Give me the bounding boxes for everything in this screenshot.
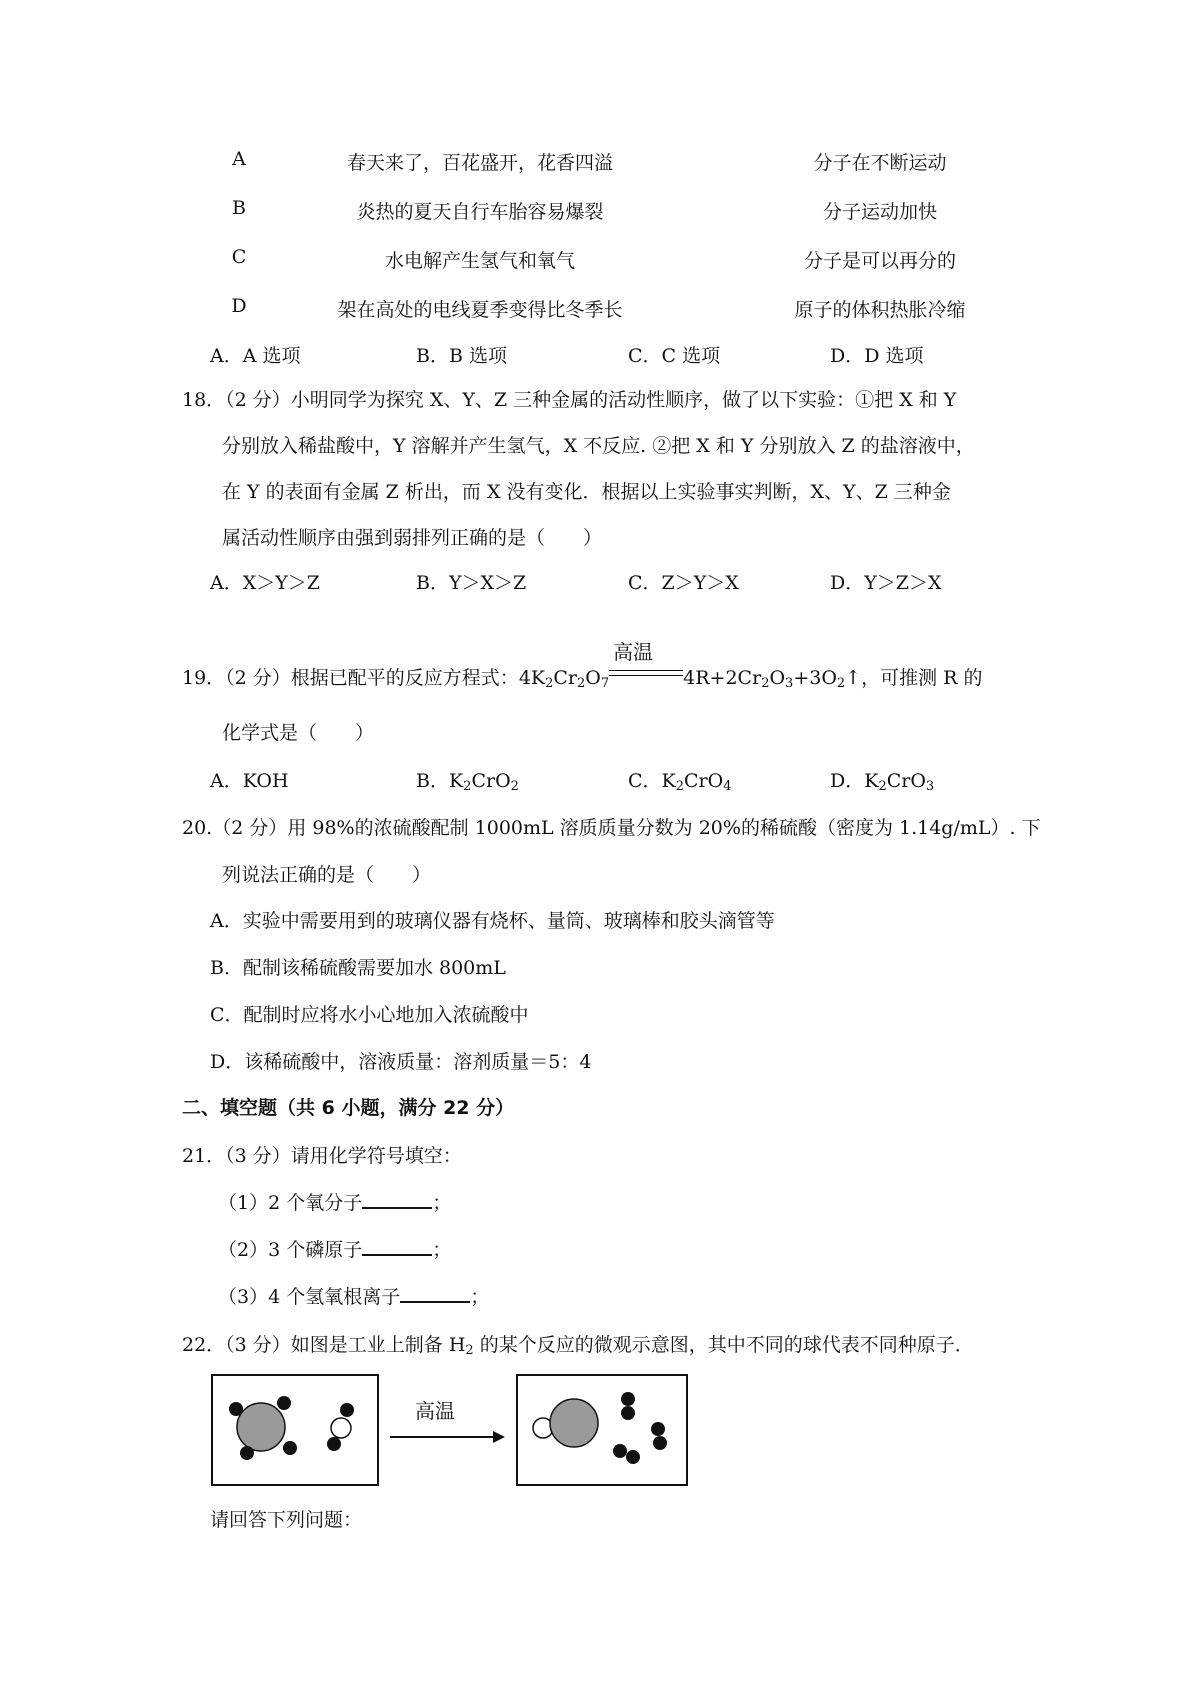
table-cell-phenomenon: 水电解产生氢气和氧气	[384, 250, 575, 272]
diagram-condition: 高温	[415, 1399, 455, 1423]
option-b[interactable]: B．配制该稀硫酸需要加水 800mL	[210, 957, 506, 979]
small-black-atom	[327, 1437, 341, 1451]
question-text-line: 属活动性顺序由强到弱排列正确的是（ ）	[222, 527, 603, 549]
reaction-condition: 高温	[613, 640, 654, 664]
option-a[interactable]: A．实验中需要用到的玻璃仪器有烧杯、量筒、玻璃棒和胶头滴管等	[210, 910, 775, 932]
small-black-atom	[621, 1392, 635, 1406]
small-black-atom	[229, 1402, 243, 1416]
table-cell-explanation: 分子是可以再分的	[803, 250, 956, 272]
option-c[interactable]: C．Z＞Y＞X	[628, 572, 739, 594]
fill-item: （2）3 个磷原子 ；	[218, 1235, 451, 1262]
small-black-atom	[240, 1446, 254, 1460]
table-cell-phenomenon: 架在高处的电线夏季变得比冬季长	[337, 299, 623, 321]
small-black-atom	[613, 1444, 627, 1458]
question-suffix: ，可推测 R 的	[861, 667, 983, 689]
option-a[interactable]: A．X＞Y＞Z	[210, 572, 320, 594]
arrow-head	[493, 1431, 505, 1443]
fill-item: （1）2 个氧分子 ；	[218, 1188, 451, 1215]
option-d[interactable]: D．D 选项	[830, 345, 924, 367]
option-c[interactable]: C．$K_2CrO_4$	[628, 770, 732, 794]
answer-blank[interactable]	[362, 1236, 432, 1256]
question-text-line: 在 Y 的表面有金属 Z 析出，而 X 没有变化．根据以上实验事实判断，X、Y、Z 三种金	[222, 481, 951, 503]
small-black-atom	[621, 1406, 635, 1420]
section-heading: 二、填空题（共 6 小题，满分 22 分）	[182, 1097, 515, 1119]
option-d[interactable]: D．该稀硫酸中，溶液质量：溶剂质量＝5：4	[210, 1051, 592, 1073]
question-text-line: 请回答下列问题：	[210, 1509, 363, 1531]
answer-blank[interactable]	[362, 1189, 432, 1209]
option-d[interactable]: D．Y＞Z＞X	[830, 572, 942, 594]
fill-item: （3）4 个氢氧根离子 ；	[218, 1282, 489, 1309]
reaction-equation: $4K_2Cr_2O_7$ 高温 $4R+2Cr_2O_3+3O_2↑$	[519, 667, 861, 689]
answer-blank[interactable]	[400, 1283, 470, 1303]
option-b[interactable]: B．Y＞X＞Z	[416, 572, 527, 594]
option-a[interactable]: A．A 选项	[210, 345, 301, 367]
small-black-atom	[653, 1436, 667, 1450]
option-b[interactable]: B．B 选项	[416, 345, 507, 367]
table-cell-explanation: 分子在不断运动	[813, 152, 947, 174]
table-cell-explanation: 原子的体积热胀冷缩	[794, 299, 966, 321]
option-d[interactable]: D．$K_2CrO_3$	[830, 770, 935, 794]
reaction-diagram	[210, 1373, 690, 1488]
option-c[interactable]: C．配制时应将水小心地加入浓硫酸中	[210, 1004, 529, 1026]
question-text-line: 20.（2 分）用 98%的浓硫酸配制 1000mL 溶质质量分数为 20%的稀硫酸（密度为 1.14g/mL）. 下	[182, 817, 1041, 839]
table-row-label: C	[231, 246, 247, 268]
white-atom	[331, 1418, 351, 1438]
question-text-line	[182, 640, 983, 691]
small-black-atom	[277, 1396, 291, 1410]
table-cell-phenomenon: 炎热的夏天自行车胎容易爆裂	[356, 201, 604, 223]
small-black-atom	[340, 1403, 354, 1417]
option-b[interactable]: B．$K_2CrO_2$	[416, 770, 519, 794]
option-c[interactable]: C．C 选项	[628, 345, 721, 367]
table-cell-phenomenon: 春天来了，百花盛开，花香四溢	[346, 152, 613, 174]
small-black-atom	[626, 1450, 640, 1464]
question-text-line: 分别放入稀盐酸中，Y 溶解并产生氢气，X 不反应. ②把 X 和 Y 分别放入 Z 的盐溶液中，	[222, 435, 975, 457]
equals-sign-with-condition	[609, 640, 683, 684]
table-row-label: D	[231, 295, 247, 317]
question-text-line: 22．（3 分）如图是工业上制备 $H_2$ 的某个反应的微观示意图，其中不同的球代表不同种原子．	[182, 1334, 974, 1358]
question-text-line: 21．（3 分）请用化学符号填空：	[182, 1145, 462, 1167]
question-prefix: 19．（2 分）根据已配平的反应方程式：	[182, 667, 519, 689]
large-atom	[550, 1399, 598, 1447]
table-row-label: A	[232, 148, 246, 170]
table-row-label: B	[232, 197, 246, 219]
table-cell-explanation: 分子运动加快	[822, 201, 937, 223]
large-atom	[237, 1403, 285, 1451]
small-black-atom	[283, 1441, 297, 1455]
question-text-line: 18．（2 分）小明同学为探究 X、Y、Z 三种金属的活动性顺序，做了以下实验：①把 X 和 Y	[182, 389, 957, 411]
question-text-line: 化学式是（ ）	[222, 722, 375, 744]
option-a[interactable]: A．KOH	[210, 770, 289, 792]
small-black-atom	[651, 1422, 665, 1436]
question-text-line: 列说法正确的是（ ）	[222, 864, 432, 886]
